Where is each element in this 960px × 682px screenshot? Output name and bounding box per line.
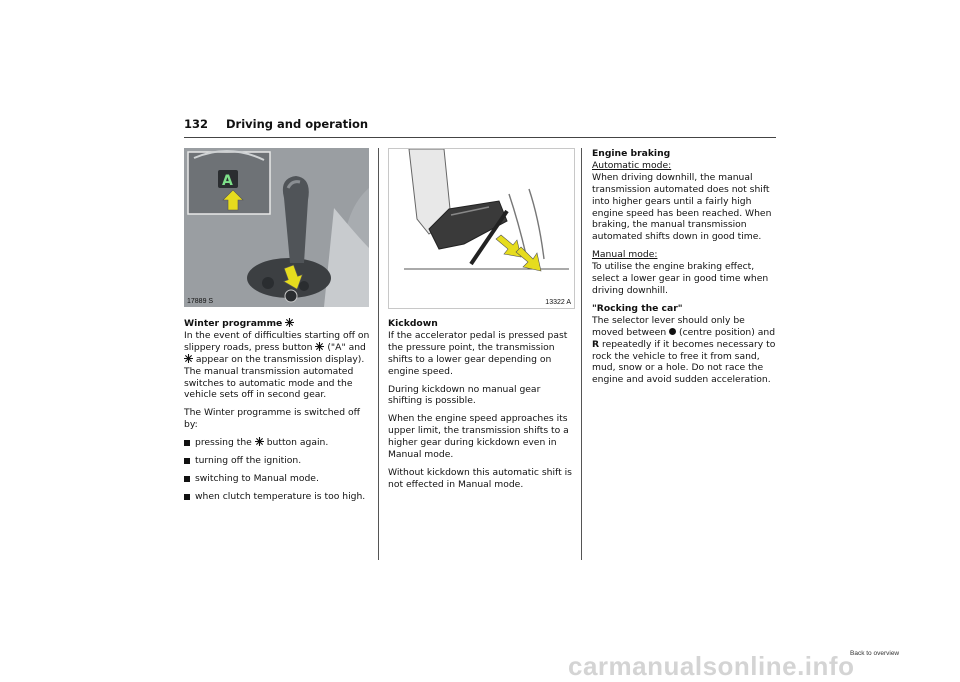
figure-selector-lever: [184, 148, 369, 307]
column-divider-2: [581, 148, 582, 560]
list-item: turning off the ignition.: [184, 455, 372, 467]
paragraph: The Winter programme is switched off by:: [184, 407, 360, 431]
subheading-automatic-mode: Automatic mode:: [592, 159, 672, 171]
section-heading-kickdown: Kickdown: [388, 318, 438, 329]
paragraph: Without kickdown this automatic shift is not effected in Manual mode.: [388, 466, 572, 490]
column-divider-1: [378, 148, 379, 560]
header-rule: [184, 137, 776, 138]
column-kickdown: [388, 318, 576, 497]
reverse-gear-label: R: [592, 338, 600, 350]
centre-position-icon: [669, 328, 676, 335]
back-to-overview-link[interactable]: Back to overview: [850, 650, 900, 657]
page-number: 132: [184, 117, 209, 131]
svg-text:A: A: [222, 173, 233, 189]
figure-code: 13322 A: [545, 299, 571, 306]
bullet-icon: [184, 440, 190, 446]
snowflake-icon: [255, 437, 264, 446]
paragraph: The selector lever should only be moved between (centre position) and R repeatedly if it becomes necessary to rock the vehicle to free it from sand, mud, snow or a hole. Do not race the engine and avoid sudden acceleration.: [592, 314, 776, 386]
paragraph: To utilise the engine braking effect, select a lower gear in good time when driving downhill.: [592, 261, 769, 296]
list-item: pressing the button again.: [184, 437, 372, 449]
column-winter-programme: [184, 318, 372, 509]
paragraph: If the accelerator pedal is pressed past the pressure point, the transmission shifts to a lower gear depending on engine speed.: [388, 329, 568, 377]
paragraph: When the engine speed approaches its upper limit, the transmission shifts to a higher gear during kickdown even in Manual mode.: [388, 413, 569, 461]
snowflake-icon: [184, 354, 193, 363]
section-heading-rocking: "Rocking the car": [592, 302, 683, 314]
list-item: when clutch temperature is too high.: [184, 491, 372, 503]
snowflake-icon: [315, 342, 324, 351]
snowflake-icon: [285, 318, 294, 327]
figure-code: 17889 S: [187, 298, 214, 305]
bullet-icon: [184, 458, 190, 464]
heading-text: Winter programme: [184, 318, 283, 329]
subheading-manual-mode: Manual mode:: [592, 249, 658, 261]
paragraph: In the event of difficulties starting off on slippery roads, press button ("A" and appear on the transmission display). The manual transmission automated switches to automatic mode and the vehicle sets off in second gear.: [184, 329, 370, 401]
column-engine-braking: [592, 148, 778, 392]
watermark: carmanualsonline.info: [568, 651, 855, 681]
section-heading-winter: [184, 318, 372, 330]
pedal-illustration: [389, 149, 574, 308]
list-item: switching to Manual mode.: [184, 473, 372, 485]
selector-lever-illustration: [184, 148, 369, 307]
paragraph: When driving downhill, the manual transmission automated does not shift into higher gears until a fairly high engine speed has been reached. When braking, the manual transmission automated shifts down in good time.: [592, 171, 772, 243]
figure-kickdown-pedal: [388, 148, 575, 309]
page-header: [184, 117, 368, 131]
bullet-icon: [184, 494, 190, 500]
page-title: Driving and operation: [226, 117, 369, 131]
bullet-icon: [184, 476, 190, 482]
paragraph: During kickdown no manual gear shifting is possible.: [388, 383, 541, 407]
section-heading-engine-braking: Engine braking: [592, 148, 671, 159]
